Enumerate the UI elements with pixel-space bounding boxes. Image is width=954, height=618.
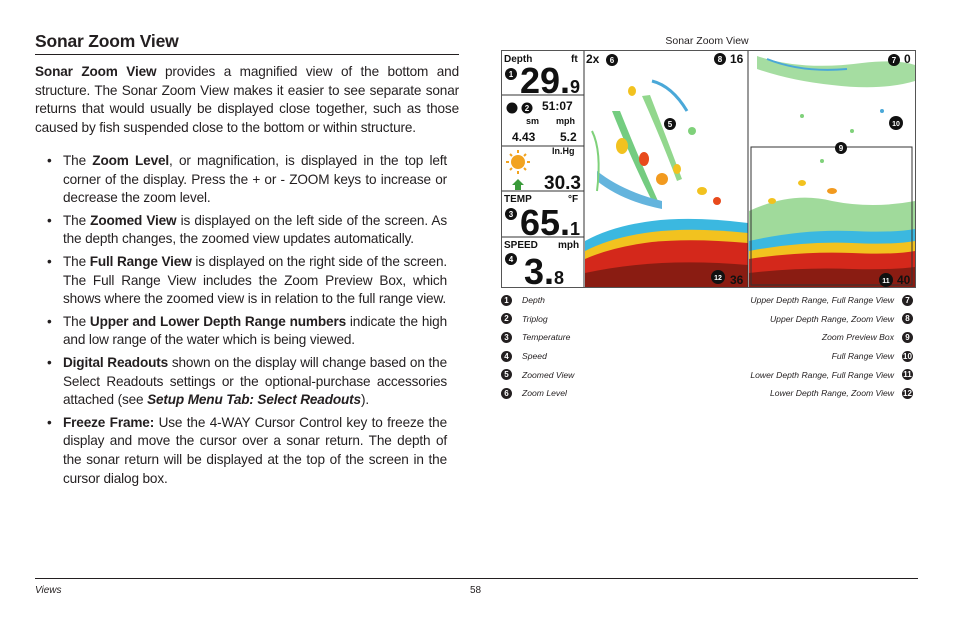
- full-range-view: [749, 51, 915, 287]
- title-rule: [35, 54, 459, 55]
- legend-item: [501, 384, 701, 403]
- term: Freeze Frame:: [63, 414, 155, 430]
- callout-10: [889, 116, 903, 130]
- svg-text:8: 8: [717, 55, 723, 64]
- svg-text:12: 12: [714, 275, 722, 282]
- footer-section: Views: [35, 585, 62, 596]
- legend-item: [501, 365, 701, 384]
- legend-number: 2: [501, 313, 512, 324]
- legend-label: Triplog: [522, 313, 548, 324]
- legend-item: [700, 384, 913, 403]
- legend-left: [501, 291, 701, 403]
- speed-decimal: 8: [554, 268, 565, 287]
- legend-item: [700, 328, 913, 347]
- intro-text: provides a magnified view of the bottom and structure. The Sonar Zoom View makes it easier to see separate sonar returns that would usually be displayed close together, such as those caused by fish suspended close to the bottom or within structure.: [35, 64, 459, 135]
- list-item: • The Zoomed View is displayed on the left side of the screen. As the depth changes, the zoomed view updates automatically.: [47, 212, 447, 247]
- temp-decimal: 1: [570, 219, 581, 239]
- footer-rule: [35, 578, 918, 579]
- list-item: • Digital Readouts shown on the display will change based on the Select Readouts settings or the optional-purchase accessories attached (see Setup Menu Tab: Select Readouts).: [47, 354, 447, 408]
- temp-label: TEMP: [504, 194, 532, 205]
- intro-paragraph: [35, 63, 459, 137]
- legend-number: 3: [501, 332, 512, 343]
- list-item: • The Upper and Lower Depth Range numbers indicate the high and low range of the water which is being viewed.: [47, 313, 447, 348]
- legend-label: Zoom Level: [522, 388, 567, 399]
- term: Full Range View: [89, 253, 192, 269]
- feature-list: [47, 152, 447, 488]
- callout-6: [606, 54, 618, 66]
- term: Zoom Level: [92, 153, 170, 168]
- callout-1: [505, 68, 517, 80]
- legend-number: 12: [903, 388, 912, 398]
- speed-value: 3.: [524, 251, 555, 287]
- svg-text:5: 5: [667, 120, 673, 129]
- pressure-unit: In.Hg: [552, 146, 575, 156]
- legend-label: Lower Depth Range, Zoom View: [769, 388, 894, 399]
- legend-label: Upper Depth Range, Full Range View: [750, 295, 894, 306]
- svg-text:11: 11: [882, 278, 890, 285]
- legend-item: [501, 310, 701, 329]
- svg-text:1: 1: [508, 70, 514, 79]
- legend-label: Lower Depth Range, Full Range View: [750, 369, 894, 380]
- legend-label: Full Range View: [831, 351, 894, 362]
- temp-unit: °F: [568, 194, 579, 205]
- trip-speed: 5.2: [560, 130, 577, 144]
- zoom-level: 2x: [586, 52, 600, 66]
- callout-11: [879, 273, 893, 287]
- legend-number: 8: [902, 313, 913, 324]
- zoomed-view: [585, 51, 748, 287]
- legend-number: 6: [501, 388, 512, 399]
- svg-text:3: 3: [508, 210, 514, 219]
- legend-label: Temperature: [522, 332, 571, 343]
- callout-4: [505, 253, 517, 265]
- callout-5: [664, 118, 676, 130]
- list-item: • The Full Range View is displayed on the right side of the screen. The Full Range View includes the Zoom Preview Box, which shows where the zoomed view is in relation to the full range view.: [47, 253, 447, 307]
- legend-right: [700, 291, 913, 403]
- callout-9: [835, 142, 847, 154]
- svg-text:10: 10: [892, 121, 900, 128]
- depth-decimal: 9: [570, 77, 581, 97]
- legend-label: Depth: [522, 295, 545, 306]
- sonar-display: [502, 51, 915, 287]
- legend-item: [501, 291, 701, 310]
- term: Upper and Lower Depth Range numbers: [89, 313, 346, 329]
- temp-value: 65.: [520, 202, 571, 243]
- cross-reference-link[interactable]: Setup Menu Tab: Select Readouts: [147, 392, 361, 408]
- legend-item: [700, 310, 913, 329]
- full-upper-depth: 0: [904, 52, 911, 66]
- callout-8: [714, 53, 726, 65]
- svg-text:7: 7: [891, 56, 897, 65]
- zoom-upper-depth: 16: [730, 52, 744, 66]
- callout-12: [711, 270, 725, 284]
- legend-number: 9: [902, 332, 913, 343]
- speed-unit-trip: mph: [556, 116, 575, 126]
- list-item: • The Zoom Level, or magnification, is displayed in the top left corner of the display. Press the + or - ZOOM keys to increase or decrease the zoom level.: [47, 153, 447, 206]
- distance-unit: sm: [526, 116, 540, 126]
- callout-7: [888, 54, 900, 66]
- legend-item: [700, 291, 913, 310]
- legend-number: 11: [903, 370, 912, 380]
- legend-label: Zoom Preview Box: [821, 332, 894, 343]
- legend-label: Zoomed View: [522, 369, 575, 380]
- legend-number: 4: [501, 351, 512, 362]
- intro-lead: Sonar Zoom View: [35, 64, 157, 79]
- callout-3: [505, 208, 517, 220]
- legend-item: [501, 328, 701, 347]
- svg-text:2: 2: [524, 104, 530, 113]
- svg-text:9: 9: [838, 144, 844, 153]
- depth-unit: ft: [571, 54, 578, 65]
- page-title: Sonar Zoom View: [35, 31, 179, 51]
- legend-number: 7: [902, 295, 913, 306]
- legend-label: Upper Depth Range, Zoom View: [769, 313, 894, 324]
- zoom-lower-depth: 36: [730, 273, 744, 287]
- depth-label: Depth: [504, 54, 533, 65]
- list-item: • Freeze Frame: Use the 4-WAY Cursor Control key to freeze the display and move the cursor over a sonar return. The depth of the sonar return will be displayed at the top of the screen in the cursor dialog box.: [47, 414, 447, 486]
- legend-label: Speed: [522, 351, 547, 362]
- speed-label: SPEED: [504, 240, 538, 251]
- legend-number: 5: [501, 369, 512, 380]
- trip-distance: 4.43: [512, 130, 536, 144]
- depth-value: 29.: [520, 60, 571, 101]
- full-lower-depth: 40: [897, 273, 911, 287]
- trip-time: 51:07: [542, 99, 573, 113]
- legend-item: [700, 347, 913, 366]
- sonar-screenshot: [501, 50, 916, 288]
- term: Zoomed View: [90, 212, 177, 228]
- legend-item: [700, 365, 913, 384]
- page-number: 58: [470, 585, 482, 596]
- term: Digital Readouts: [63, 354, 169, 370]
- legend-item: [501, 347, 701, 366]
- speed-unit: mph: [558, 240, 580, 251]
- svg-text:4: 4: [508, 255, 514, 264]
- figure-caption: Sonar Zoom View: [665, 35, 749, 47]
- svg-text:6: 6: [609, 56, 615, 65]
- pressure-value: 30.3: [544, 173, 581, 194]
- legend-number: 10: [903, 351, 912, 361]
- legend-number: 1: [501, 295, 512, 306]
